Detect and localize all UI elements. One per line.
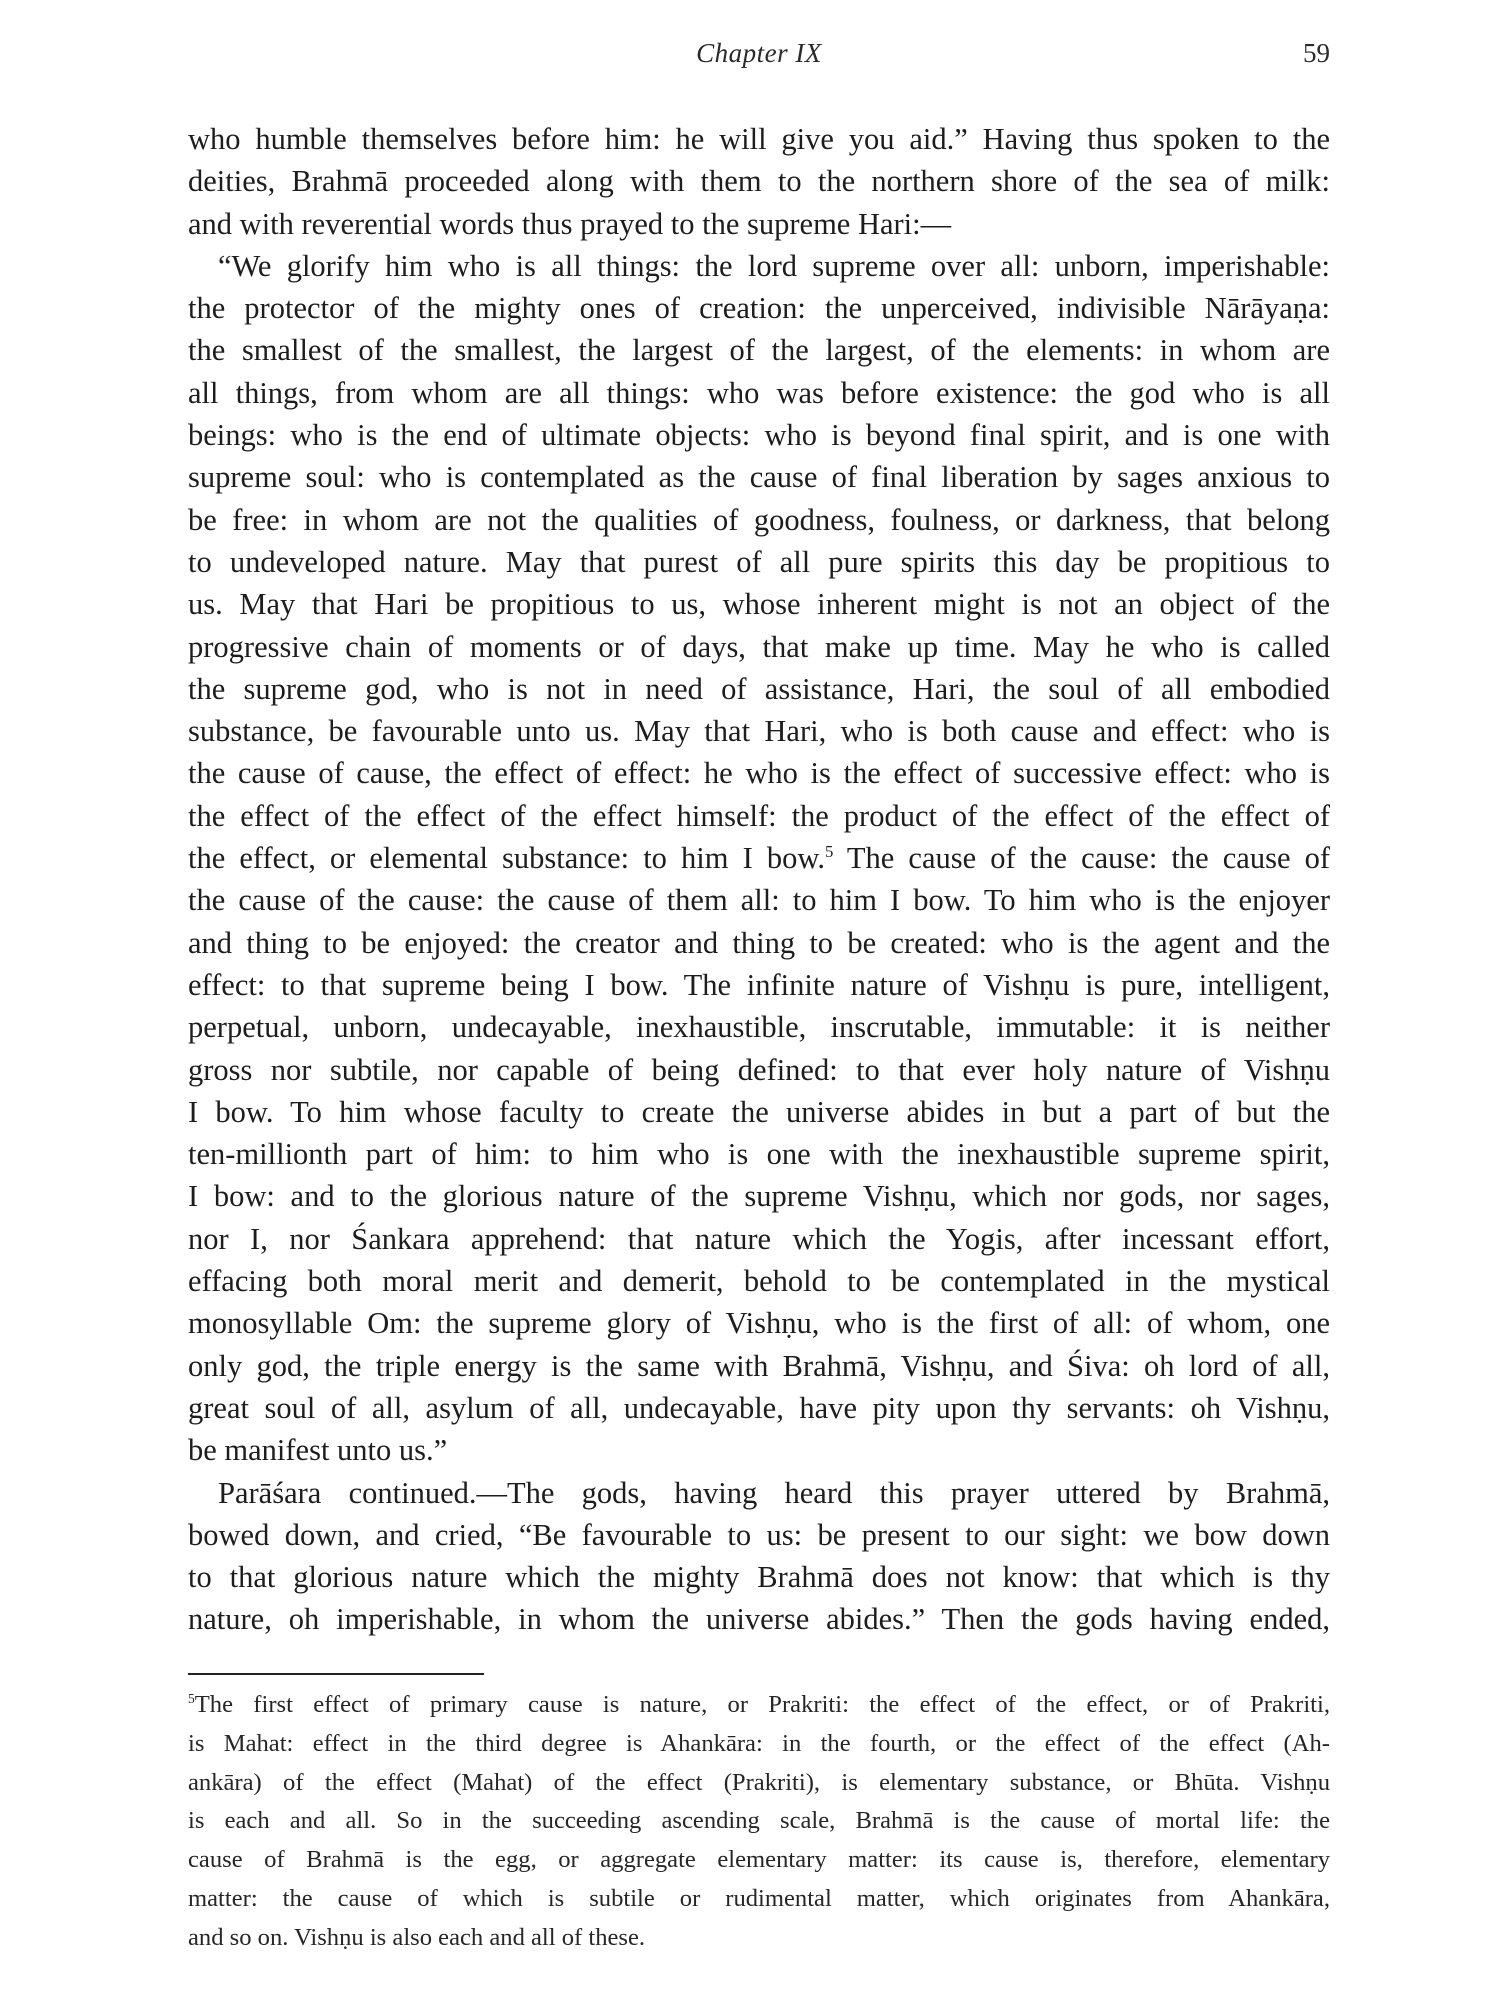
text-line: I bow: and to the glorious nature of the supreme Vishṇu, which nor gods, nor sages, — [188, 1179, 1330, 1214]
page-number: 59 — [1303, 38, 1330, 68]
text-line: nor I, nor Śankara apprehend: that nature which the Yogis, after incessant effort, — [188, 1221, 1330, 1256]
text-line: the effect of the effect of the effect himself: the product of the effect of the effect of — [188, 798, 1330, 833]
footnote — [188, 1686, 1330, 1958]
text-line: only god, the triple energy is the same with Brahmā, Vishṇu, and Śiva: oh lord of all, — [188, 1348, 1330, 1383]
footnote-marker: 5 — [188, 1690, 195, 1706]
text-line: and thing to be enjoyed: the creator and thing to be created: who is the agent and the — [188, 925, 1330, 960]
text-line: great soul of all, asylum of all, undecayable, have pity upon thy servants: oh Vishṇu, — [188, 1390, 1330, 1425]
text-line: the supreme god, who is not in need of assistance, Hari, the soul of all embodied — [188, 671, 1330, 706]
text-line: gross nor subtile, nor capable of being defined: to that ever holy nature of Vishṇu — [188, 1052, 1330, 1087]
text-line: progressive chain of moments or of days, that make up time. May he who is called — [188, 629, 1330, 664]
text-line: and with reverential words thus prayed to the supreme Hari:— — [188, 206, 952, 241]
footnote-line: is Mahat: effect in the third degree is Ahankāra: in the fourth, or the effect of the effect (Ah- — [188, 1729, 1330, 1757]
footnote-line: cause of Brahmā is the egg, or aggregate elementary matter: its cause is, therefore, elementary — [188, 1846, 1330, 1874]
text-line-head: the effect, or elemental substance: to him I bow. — [188, 841, 825, 876]
text-line: I bow. To him whose faculty to create the universe abides in but a part of but the — [188, 1094, 1330, 1129]
text-line: ten-millionth part of him: to him who is one with the inexhaustible supreme spirit, — [188, 1137, 1330, 1172]
footnote-divider — [188, 1673, 484, 1675]
text-line: Parāśara continued.—The gods, having heard this prayer uttered by Brahmā, — [218, 1475, 1330, 1510]
text-line: deities, Brahmā proceeded along with them to the northern shore of the sea of milk: — [188, 164, 1330, 199]
text-line: “We glorify him who is all things: the lord supreme over all: unborn, imperishable: — [218, 248, 1330, 283]
text-line: perpetual, unborn, undecayable, inexhaustible, inscrutable, immutable: it is neither — [188, 1010, 1330, 1045]
text-line: beings: who is the end of ultimate objects: who is beyond final spirit, and is one with — [188, 418, 1330, 453]
text-line: the cause of cause, the effect of effect: he who is the effect of successive effect: who is — [188, 756, 1330, 791]
text-line: effacing both moral merit and demerit, behold to be contemplated in the mystical — [188, 1264, 1330, 1299]
text-line: the protector of the mighty ones of creation: the unperceived, indivisible Nārāyaṇa: — [188, 291, 1330, 326]
text-line: to that glorious nature which the mighty Brahmā does not know: that which is thy — [188, 1560, 1330, 1595]
text-line: supreme soul: who is contemplated as the cause of final liberation by sages anxious to — [188, 460, 1330, 495]
text-line: be manifest unto us.” — [188, 1433, 448, 1468]
text-line: monosyllable Om: the supreme glory of Vishṇu, who is the first of all: of whom, one — [188, 1306, 1330, 1341]
footnote-line-text: The first effect of primary cause is nature, or Prakriti: the effect of the effect, or of Prakriti, — [194, 1691, 1330, 1718]
footnote-line: ankāra) of the effect (Mahat) of the effect (Prakriti), is elementary substance, or Bhūta. Vishṇu — [188, 1768, 1330, 1796]
text-line: who humble themselves before him: he will give you aid.” Having thus spoken to the — [188, 122, 1330, 156]
text-line: substance, be favourable unto us. May that Hari, who is both cause and effect: who is — [188, 714, 1330, 749]
running-head: Chapter IX — [696, 38, 822, 68]
text-line: the smallest of the smallest, the largest of the largest, of the elements: in whom are — [188, 333, 1330, 368]
text-line: be free: in whom are not the qualities of goodness, foulness, or darkness, that belong — [188, 502, 1330, 537]
page-header — [188, 38, 1330, 78]
footnote-line: and so on. Vishṇu is also each and all of these. — [188, 1923, 646, 1951]
body-text — [188, 118, 1330, 1641]
text-line: to undeveloped nature. May that purest of all pure spirits this day be propitious to — [188, 544, 1330, 579]
footnote-reference: 5 — [824, 841, 834, 861]
text-line: us. May that Hari be propitious to us, whose inherent might is not an object of the — [188, 587, 1330, 622]
text-line: bowed down, and cried, “Be favourable to us: be present to our sight: we bow down — [188, 1517, 1330, 1552]
footnote-line-first — [188, 1686, 1330, 1725]
text-line: nature, oh imperishable, in whom the universe abides.” Then the gods having ended, — [188, 1602, 1330, 1637]
footnote-line: matter: the cause of which is subtile or rudimental matter, which originates from Ahankāra, — [188, 1884, 1330, 1912]
text-line-with-footnote-ref — [188, 837, 1330, 879]
text-line: the cause of the cause: the cause of them all: to him I bow. To him who is the enjoyer — [188, 883, 1330, 918]
footnote-line: is each and all. So in the succeeding ascending scale, Brahmā is the cause of mortal life: the — [188, 1807, 1330, 1835]
text-line: all things, from whom are all things: who was before existence: the god who is all — [188, 375, 1330, 410]
text-line: effect: to that supreme being I bow. The infinite nature of Vishṇu is pure, intelligent, — [188, 967, 1330, 1002]
text-line-tail: The cause of the cause: the cause of — [833, 841, 1330, 876]
